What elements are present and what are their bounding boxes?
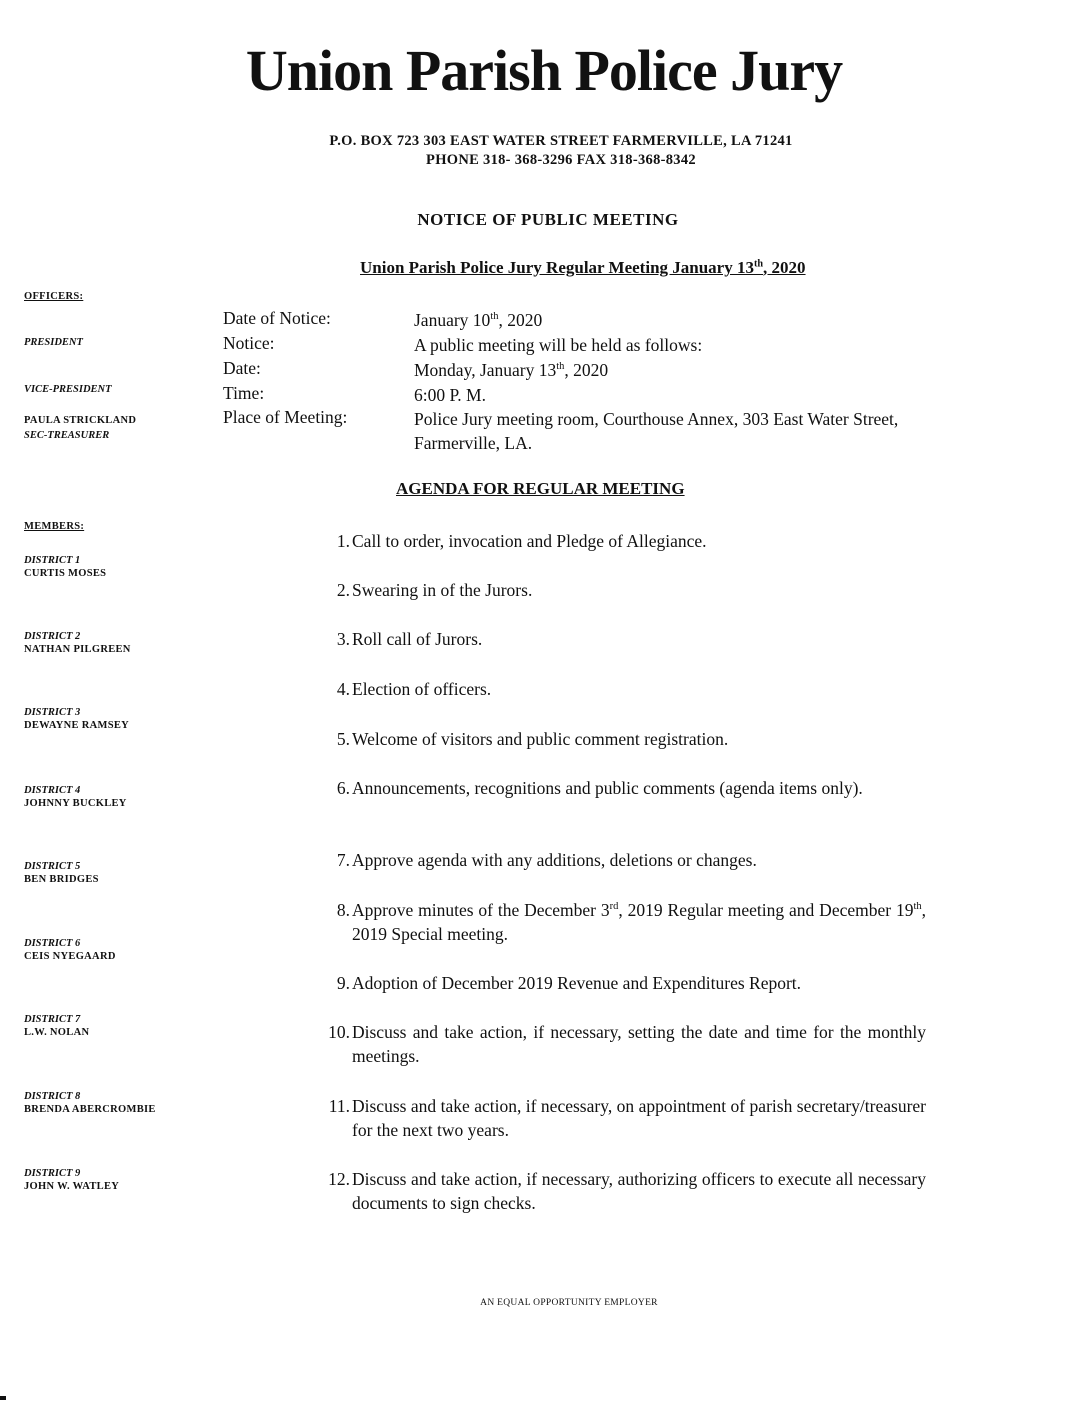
date-of-notice-value: January 10th, 2020 xyxy=(414,310,543,330)
member-district-4: DISTRICT 4 JOHNNY BUCKLEY xyxy=(24,785,127,809)
agenda-item-9: 9. Adoption of December 2019 Revenue and Expenditures Report. xyxy=(336,973,802,993)
footer-equal-opportunity: AN EQUAL OPPORTUNITY EMPLOYER xyxy=(480,1298,658,1308)
time-label: Time: xyxy=(223,383,265,403)
treasurer-name: PAULA STRICKLAND xyxy=(24,415,137,426)
place-value: Police Jury meeting room, Courthouse Annex, 303 East Water Street, Farmerville, LA. xyxy=(414,409,899,453)
treasurer-label: SEC-TREASURER xyxy=(24,430,110,441)
agenda-item-3: 3. Roll call of Jurors. xyxy=(336,629,483,649)
phone-fax: PHONE 318- 368-3296 FAX 318-368-8342 xyxy=(426,152,696,168)
agenda-item-7: 7. Approve agenda with any additions, deletions or changes. xyxy=(336,850,757,870)
place-label: Place of Meeting: xyxy=(223,407,348,427)
mailing-address: P.O. BOX 723 303 EAST WATER STREET FARMERVILLE, LA 71241 xyxy=(329,133,793,149)
time-value: 6:00 P. M. xyxy=(414,385,486,405)
member-district-1: DISTRICT 1 CURTIS MOSES xyxy=(24,555,107,579)
date-value: Monday, January 13th, 2020 xyxy=(414,360,609,380)
agenda-item-11: 11. Discuss and take action, if necessary, on appointment of parish secretary/treasurer for the next two years. xyxy=(328,1096,926,1140)
agenda-heading: AGENDA FOR REGULAR MEETING xyxy=(396,479,685,498)
date-label: Date: xyxy=(223,358,261,378)
notice-value: A public meeting will be held as follows: xyxy=(414,335,703,355)
scan-edge-mark xyxy=(0,1396,6,1400)
member-district-2: DISTRICT 2 NATHAN PILGREEN xyxy=(24,631,131,655)
member-district-6: DISTRICT 6 CEIS NYEGAARD xyxy=(24,938,116,962)
members-heading: MEMBERS: xyxy=(24,521,85,532)
notice-heading: NOTICE OF PUBLIC MEETING xyxy=(417,210,679,229)
officers-heading: OFFICERS: xyxy=(24,291,84,302)
agenda-item-2: 2. Swearing in of the Jurors. xyxy=(336,580,533,600)
date-of-notice-label: Date of Notice: xyxy=(223,308,331,328)
member-district-5: DISTRICT 5 BEN BRIDGES xyxy=(24,861,99,885)
president-label: PRESIDENT xyxy=(24,337,83,348)
agenda-item-12: 12. Discuss and take action, if necessary, authorizing officers to execute all necessary documents to sign checks. xyxy=(328,1169,926,1213)
member-district-3: DISTRICT 3 DEWAYNE RAMSEY xyxy=(24,707,130,731)
agenda-item-8: 8. Approve minutes of the December 3rd, 2019 Regular meeting and December 19th, 2019 Special meeting. xyxy=(336,900,926,944)
agenda-item-4: 4. Election of officers. xyxy=(336,679,492,699)
meeting-heading: Union Parish Police Jury Regular Meeting January 13th, 2020 xyxy=(360,258,806,277)
notice-label: Notice: xyxy=(223,333,275,353)
page-title: Union Parish Police Jury xyxy=(245,38,843,103)
vice-president-label: VICE-PRESIDENT xyxy=(24,384,112,395)
agenda-item-6: 6. Announcements, recognitions and public comments (agenda items only). xyxy=(336,778,863,798)
member-district-7: DISTRICT 7 L.W. NOLAN xyxy=(24,1014,90,1038)
agenda-item-1: 1. Call to order, invocation and Pledge of Allegiance. xyxy=(336,531,707,551)
member-district-8: DISTRICT 8 BRENDA ABERCROMBIE xyxy=(24,1091,156,1115)
agenda-item-5: 5. Welcome of visitors and public comment registration. xyxy=(336,729,729,749)
member-district-9: DISTRICT 9 JOHN W. WATLEY xyxy=(24,1168,120,1192)
agenda-item-10: 10. Discuss and take action, if necessary, setting the date and time for the monthly meetings. xyxy=(328,1022,926,1066)
